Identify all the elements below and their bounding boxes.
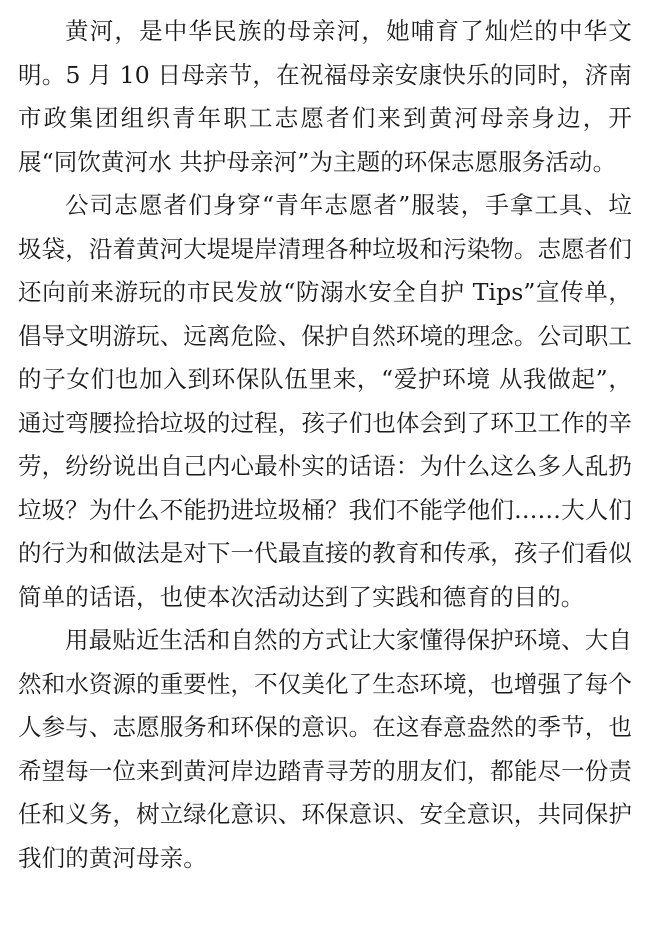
- paragraph-2: 公司志愿者们身穿“青年志愿者”服装，手拿工具、垃圾袋，沿着黄河大堤堤岸清理各种垃圾和污染物。志愿者们还向前来游玩的市民发放“防溺水安全自护 Tips”宣传单，倡导文明游玩、远离危险、保护自然环境的理念。公司职工的子女们也加入到环保队伍里来，“爱护环境 从我做起”，通过弯腰捡拾垃圾的过程，孩子们也体会到了环卫工作的辛劳，纷纷说出自己内心最朴实的话语：为什么这么多人乱扔垃圾？为什么不能扔进垃圾桶？我们不能学他们……大人们的行为和做法是对下一代最直接的教育和传承，孩子们看似简单的话语，也使本次活动达到了实践和德育的目的。: [18, 191, 632, 611]
- paragraph-1: 黄河，是中华民族的母亲河，她哺育了灿烂的中华文明。5 月 10 日母亲节，在祝福母亲安康快乐的同时，济南市政集团组织青年职工志愿者们来到黄河母亲身边，开展“同饮黄河水 共护母亲河”为主题的环保志愿服务活动。: [18, 17, 632, 176]
- paragraph-3: 用最贴近生活和自然的方式让大家懂得保护环境、大自然和水资源的重要性，不仅美化了生态环境，也增强了每个人参与、志愿服务和环保的意识。在这春意盎然的季节，也希望每一位来到黄河岸边踏青寻芳的朋友们，都能尽一份责任和义务，树立绿化意识、环保意识、安全意识，共同保护我们的黄河母亲。: [18, 626, 632, 872]
- document-body: [18, 10, 632, 880]
